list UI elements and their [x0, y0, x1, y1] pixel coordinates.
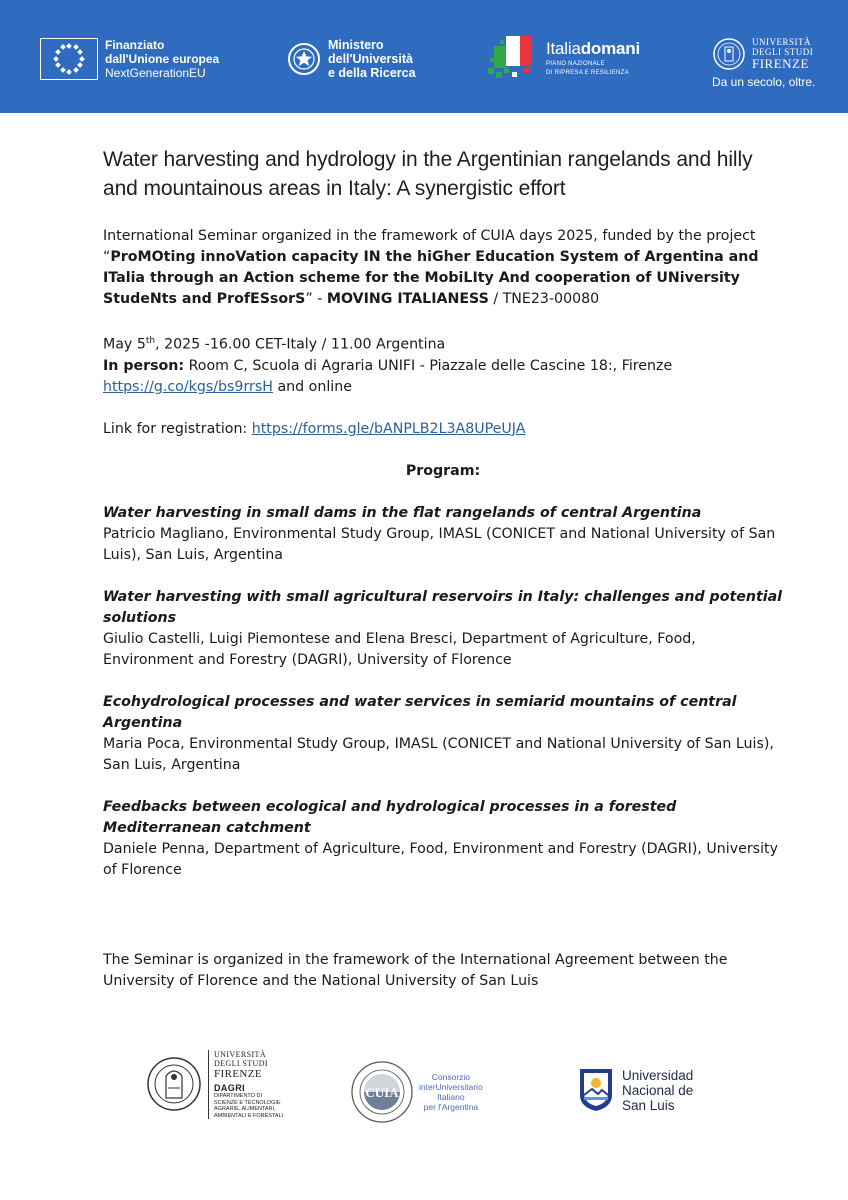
cuia-seal-icon — [350, 1060, 414, 1124]
date-rest: , 2025 -16.00 CET-Italy / 11.00 Argentina — [155, 336, 446, 353]
project-acronym: MOVING ITALIANESS — [326, 291, 489, 307]
talk-item — [103, 503, 783, 566]
dagri-dept-line4: AMBIENTALI E FORESTALI — [214, 1112, 284, 1119]
date-sup: th — [145, 336, 156, 346]
intro-prefix: International Seminar organized in the framework of CUIA days 2025, funded by the project “ — [103, 228, 756, 265]
project-name: ProMOting innoVation capacity IN the hiGher Education System of Argentina and ITalia through an Action scheme for the MobiLIty And cooperation of UNiversity StudeNts and ProfESsorS — [103, 249, 759, 307]
cuia-logo — [350, 1060, 483, 1124]
eu-flag-icon — [40, 38, 98, 80]
unifi-footer-line2: DEGLI STUDI — [214, 1059, 268, 1068]
talk-item — [103, 692, 783, 776]
eu-star-icon — [73, 67, 79, 73]
talk-item — [103, 797, 783, 881]
eu-star-icon — [73, 44, 79, 50]
mur-text-line3: e della Ricerca — [328, 66, 416, 80]
talk-title: Ecohydrological processes and water services in semiarid mountains of central Argentina — [103, 693, 737, 731]
eu-star-icon — [66, 69, 72, 75]
italian-emblem-icon — [286, 39, 322, 79]
date-prefix: May 5 — [103, 336, 146, 353]
seminar-intro — [103, 226, 783, 310]
cuia-line4: per l'Argentina — [423, 1102, 479, 1112]
unifi-motto: Da un secolo, oltre. — [712, 75, 816, 89]
eu-star-icon — [60, 67, 66, 73]
dagri-dept-line2: SCIENZE E TECNOLOGIE — [214, 1099, 281, 1106]
eu-text-line3: NextGenerationEU — [105, 66, 206, 80]
eu-star-icon — [79, 56, 85, 62]
online-text: and online — [272, 378, 352, 395]
unsl-logo — [578, 1067, 693, 1113]
unifi-footer-line1: UNIVERSITÀ — [214, 1050, 266, 1059]
map-link[interactable]: https://g.co/kgs/bs9rrsH — [103, 378, 273, 395]
unifi-dagri-logo — [146, 1050, 283, 1119]
unsl-line2: Nacional de — [622, 1082, 694, 1098]
seminar-title: Water harvesting and hydrology in the Argentinian rangelands and hilly and mountainous areas in Italy: A synergistic effort — [103, 148, 753, 200]
eu-star-icon — [66, 43, 72, 49]
italiadomani-sub2: DI RIPRESA E RESILIENZA — [546, 70, 629, 76]
italiadomani-mark-icon — [486, 32, 542, 84]
talk-title: Water harvesting in small dams in the flat rangelands of central Argentina — [103, 504, 702, 521]
in-person-place: Room C, Scuola di Agraria UNIFI - Piazzale delle Cascine 18:, Firenze — [184, 357, 673, 374]
registration-link[interactable]: https://forms.gle/bANPLB2L3A8UPeUJA — [251, 420, 526, 437]
eu-star-icon — [53, 56, 59, 62]
italiadomani-title-b: domani — [580, 39, 640, 58]
unifi-seal-icon — [712, 37, 746, 71]
eu-star-icon — [55, 49, 61, 55]
seminar-location — [103, 356, 783, 377]
mur-text-line2: dell'Università — [328, 52, 413, 66]
talk-speakers: Patricio Magliano, Environmental Study Group, IMASL (CONICET and National University of San Luis), San Luis, Argentina — [103, 525, 776, 563]
talk-title: Feedbacks between ecological and hydrological processes in a forested Mediterranean catchment — [103, 798, 677, 836]
seminar-document — [103, 145, 783, 881]
cuia-line3: Italiano — [437, 1092, 465, 1102]
dagri-dept-line3: AGRARIE, ALIMENTARI, — [214, 1106, 276, 1112]
unsl-line3: San Luis — [622, 1097, 675, 1113]
italiadomani-title-a: Italia — [546, 39, 581, 58]
talk-item — [103, 587, 783, 671]
project-code: / TNE23-00080 — [488, 291, 600, 307]
eu-logo — [40, 38, 219, 80]
italiadomani-sub1: PIANO NAZIONALE — [546, 61, 605, 67]
unsl-shield-icon — [578, 1067, 614, 1113]
registration-label: Link for registration: — [103, 420, 252, 437]
program-heading: Program: — [405, 462, 481, 479]
eu-star-icon — [77, 62, 83, 68]
talk-speakers: Giulio Castelli, Luigi Piemontese and Elena Bresci, Department of Agriculture, Food, Environment and Forestry (DAGRI), University of Florence — [103, 630, 696, 668]
unsl-line1: Universidad — [622, 1067, 694, 1083]
unifi-header-line3: FIRENZE — [752, 56, 809, 71]
closing-note: The Seminar is organized in the framework of the International Agreement between the University of Florence and the National University of San Luis — [103, 952, 728, 989]
header-banner — [0, 0, 848, 113]
eu-text-line2: dall'Unione europea — [105, 52, 220, 66]
in-person-label: In person: — [103, 357, 185, 374]
eu-text-line1: Finanziato — [105, 38, 165, 52]
registration-line — [103, 419, 783, 440]
mur-logo — [286, 38, 416, 80]
unifi-footer-seal-icon — [146, 1050, 202, 1118]
eu-star-icon — [60, 44, 66, 50]
intro-mid: ” - — [305, 291, 327, 307]
talk-title: Water harvesting with small agricultural reservoirs in Italy: challenges and potential solutions — [103, 588, 783, 626]
mur-text-line1: Ministero — [328, 38, 384, 52]
talk-speakers: Daniele Penna, Department of Agriculture, Food, Environment and Forestry (DAGRI), University of Florence — [103, 840, 778, 878]
unifi-header-line1: UNIVERSITÀ — [752, 37, 811, 47]
eu-star-icon — [77, 49, 83, 55]
unifi-header-line2: DEGLI STUDI — [752, 47, 814, 57]
talk-speakers: Maria Poca, Environmental Study Group, IMASL (CONICET and National University of San Luis), San Luis, Argentina — [103, 735, 774, 773]
cuia-line1: Consorzio — [431, 1072, 471, 1082]
dagri-label: DAGRI — [214, 1083, 245, 1093]
dagri-dept-line1: DIPARTIMENTO DI — [214, 1093, 262, 1099]
italiadomani-logo — [486, 32, 640, 84]
cuia-line2: interUniversitario — [419, 1082, 483, 1092]
eu-star-icon — [55, 62, 61, 68]
seminar-date — [103, 331, 783, 356]
svg-text:CUIA: CUIA — [365, 1085, 399, 1100]
unifi-footer-line3: FIRENZE — [214, 1068, 263, 1080]
unifi-header-logo — [712, 37, 815, 89]
